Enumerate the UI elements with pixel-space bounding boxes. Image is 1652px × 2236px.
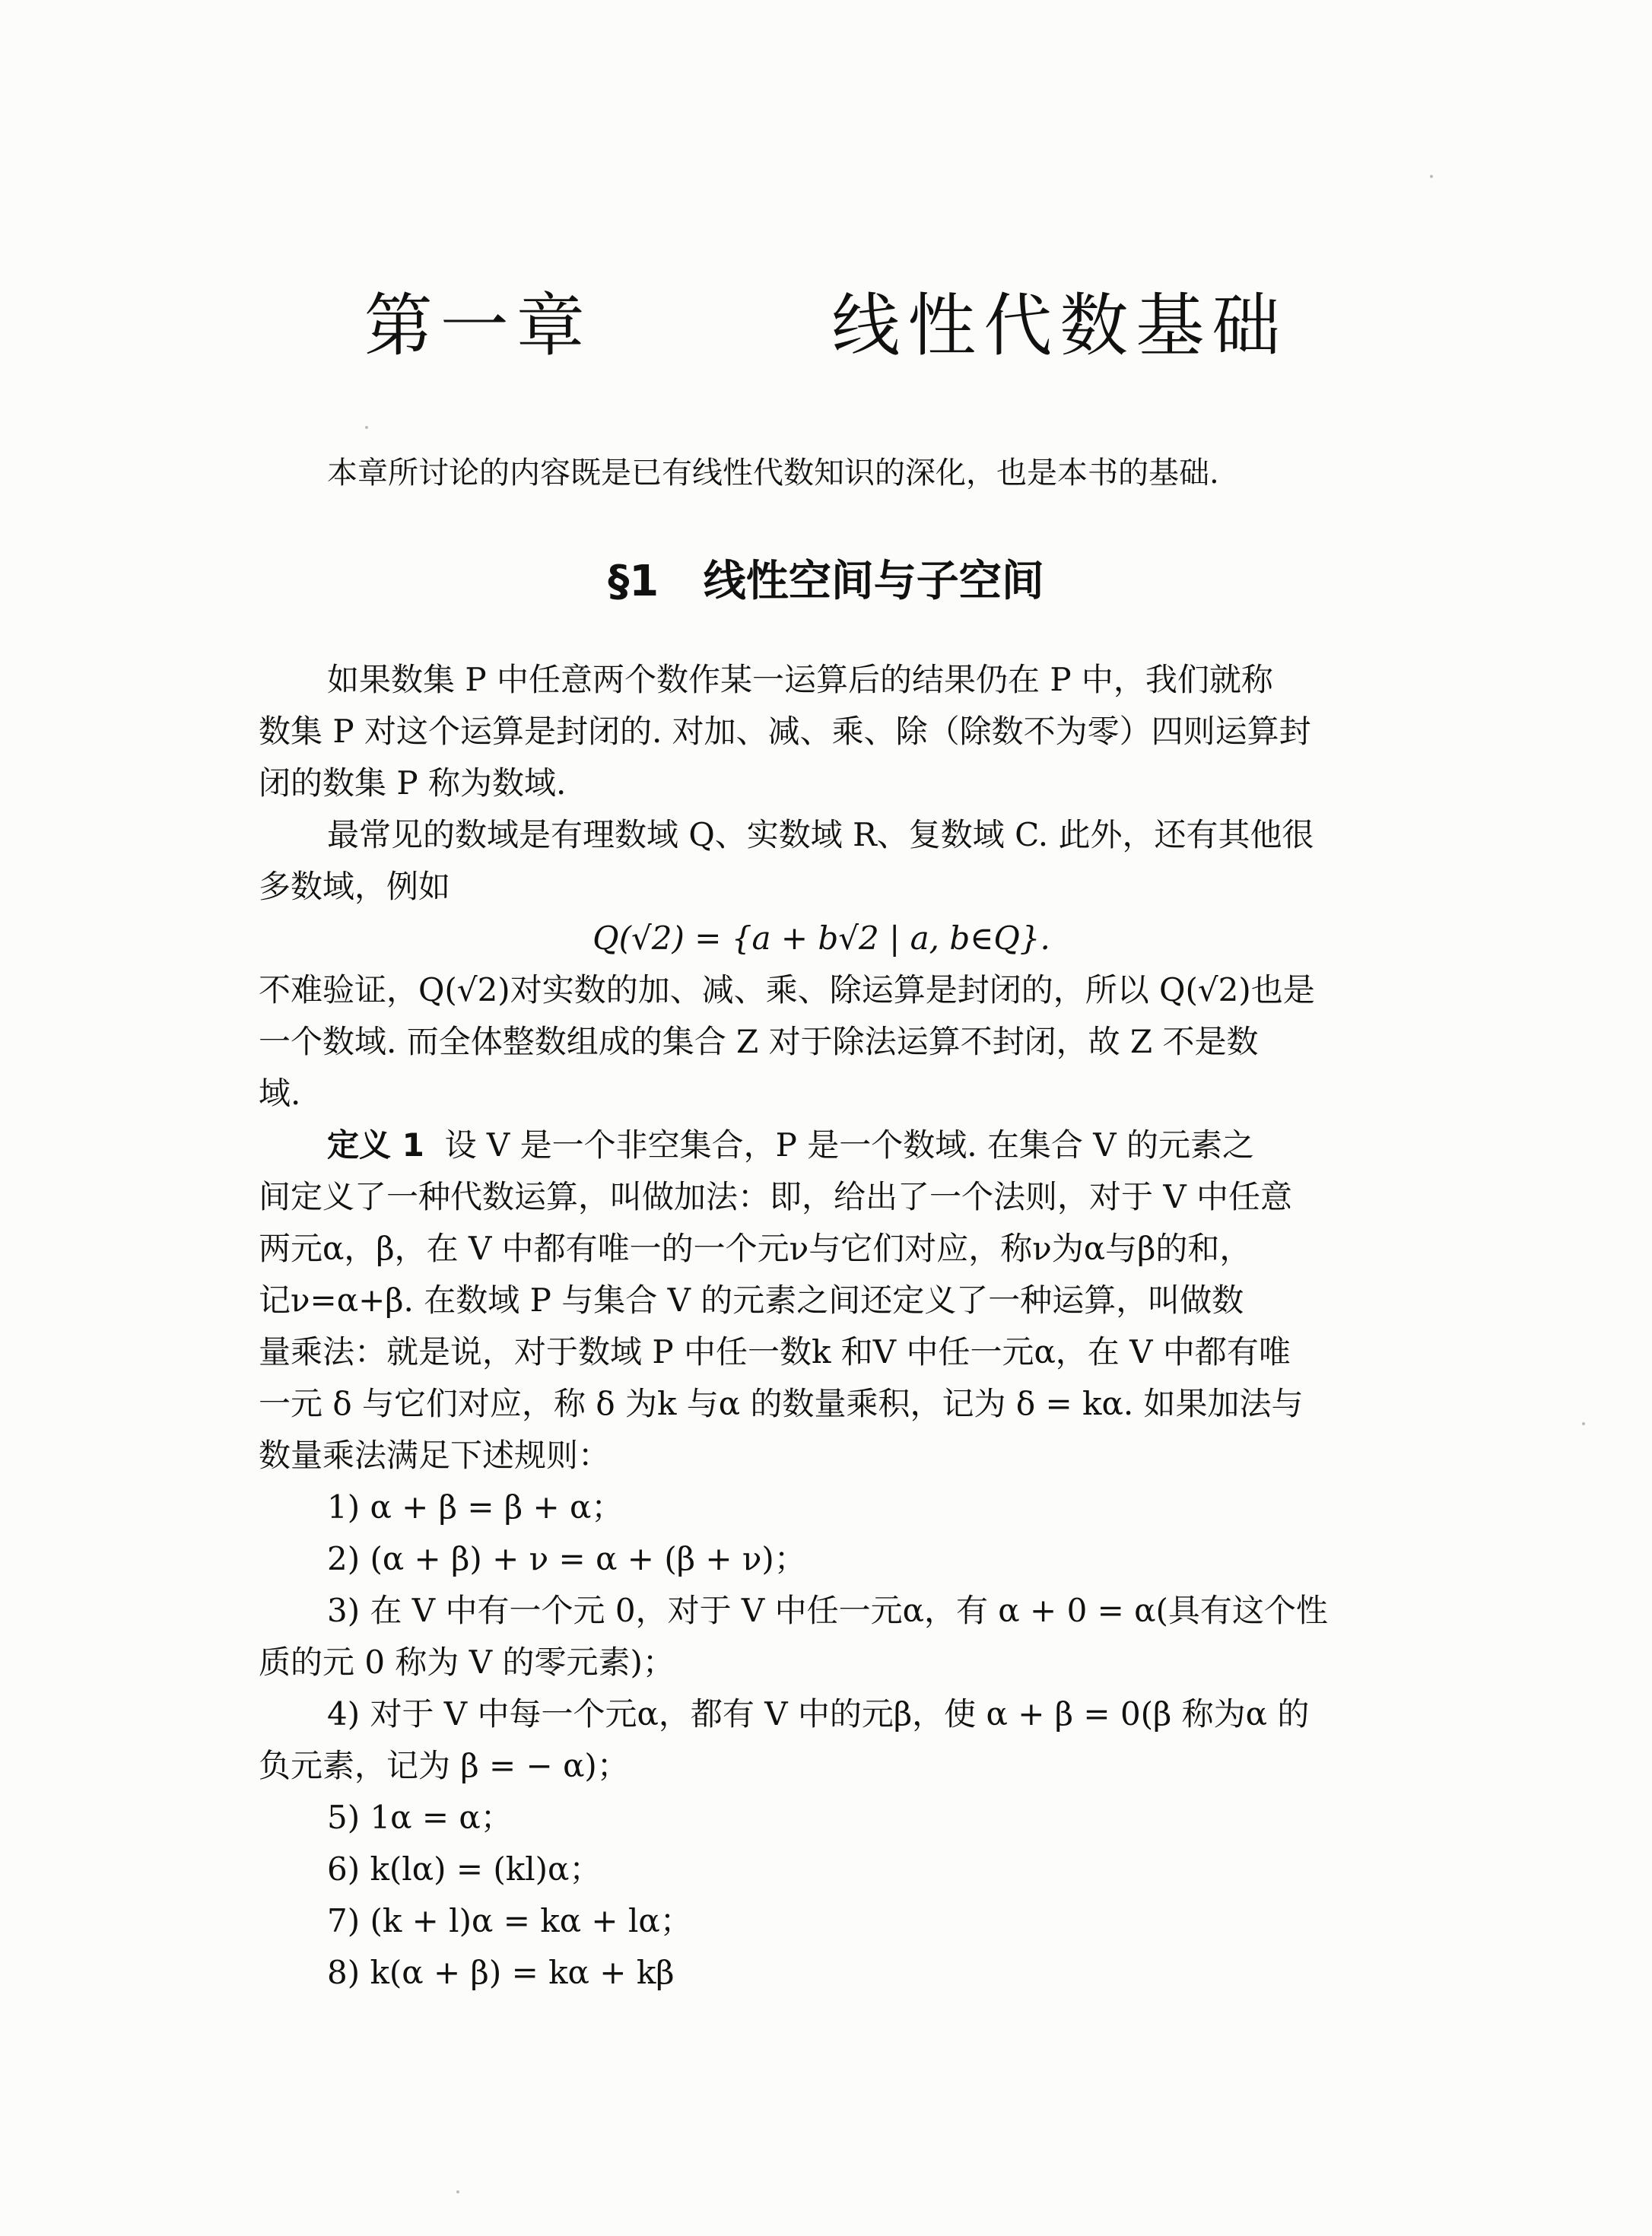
paragraph-line: 数量乘法满足下述规则： [259,1437,611,1474]
scan-speck [1430,175,1433,178]
body-text [259,654,1384,1999]
definition-label: 定义 1 [327,1126,424,1164]
paragraph-line: 一元 δ 与它们对应，称 δ 为k 与α 的数量乘积，记为 δ = kα. 如果加法与 [259,1385,1304,1422]
scan-speck [456,2190,459,2193]
paragraph-line: 量乘法：就是说，对于数域 P 中任一数k 和V 中任一元α，在 V 中都有唯 [259,1333,1291,1371]
rule-item: 7) (k + l)α = kα + lα； [327,1902,692,1939]
rule-item: 6) k(lα) = (kl)α； [327,1850,602,1888]
paragraph-line: 多数域，例如 [259,868,451,905]
paragraph-line: 如果数集 P 中任意两个数作某一运算后的结果仍在 P 中，我们就称 [327,661,1273,698]
rule-item: 3) 在 V 中有一个元 0，对于 V 中任一元α，有 α + 0 = α(具有这个性 [327,1592,1328,1629]
rule-item: 8) k(α + β) = kα + kβ [327,1954,675,1991]
chapter-title: 第一章 线性代数基础 [364,286,1288,366]
definition-first-line [259,1120,1384,1171]
paragraph-line: 两元α，β，在 V 中都有唯一的一个元ν与它们对应，称ν为α与β的和， [259,1230,1252,1267]
paragraph-line: 最常见的数域是有理数域 Q、实数域 R、复数域 C. 此外，还有其他很 [327,816,1314,853]
chapter-intro: 本章所讨论的内容既是已有线性代数知识的深化，也是本书的基础. [327,456,1219,491]
rule-item: 1) α + β = β + α； [327,1488,624,1526]
paragraph-line: 间定义了一种代数运算，叫做加法：即，给出了一个法则，对于 V 中任意 [259,1178,1293,1215]
paragraph-line: 不难验证，Q(√2)对实数的加、减、乘、除运算是封闭的，所以 Q(√2)也是 [259,971,1315,1008]
scan-speck [365,426,368,429]
display-formula: Q(√2) = {a + b√2 | a, b∈Q}. [592,919,1050,957]
definition-text: 设 V 是一个非空集合，P 是一个数域. 在集合 V 的元素之 [444,1126,1254,1164]
scan-speck [1582,1422,1585,1425]
paragraph-line: 闭的数集 P 称为数域. [259,764,567,802]
paragraph-line: 记ν=α+β. 在数域 P 与集合 V 的元素之间还定义了一种运算，叫做数 [259,1282,1244,1319]
section-title: §1 线性空间与子空间 [608,557,1044,606]
paragraph-line: 一个数域. 而全体整数组成的集合 Z 对于除法运算不封闭，故 Z 不是数 [259,1023,1259,1060]
rule-item: 2) (α + β) + ν = α + (β + ν)； [327,1540,806,1577]
rule-item: 5) 1α = α； [327,1799,513,1836]
rule-item-continuation: 负元素，记为 β = − α)； [259,1747,629,1784]
rule-item: 4) 对于 V 中每一个元α，都有 V 中的元β，使 α + β = 0(β 称为α 的 [327,1695,1310,1733]
paragraph-line: 数集 P 对这个运算是封闭的. 对加、减、乘、除（除数不为零）四则运算封 [259,713,1311,750]
rule-item-continuation: 质的元 0 称为 V 的零元素)； [259,1644,675,1681]
paragraph-line: 域. [259,1075,301,1112]
